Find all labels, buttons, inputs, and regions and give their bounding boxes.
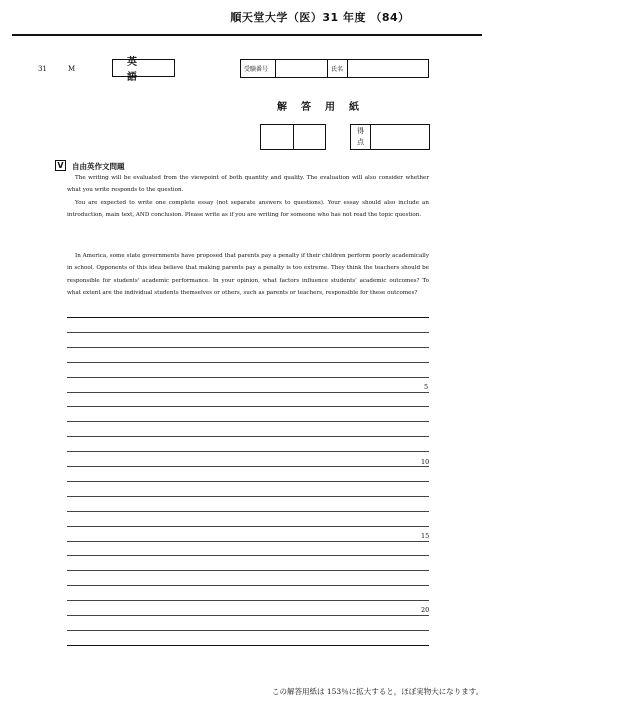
section-title: 自由英作文問題 [72,162,125,171]
answer-line[interactable] [67,585,429,586]
answer-line[interactable] [67,451,429,452]
mark-code-box[interactable] [260,124,326,150]
subject-box: 英語 [112,59,175,77]
examinee-info-box [240,59,429,78]
answer-line[interactable] [67,496,429,497]
examinee-number-label: 受験番号 [244,66,269,73]
answer-line[interactable] [67,347,429,348]
answer-line[interactable] [67,645,429,646]
answer-line[interactable] [67,615,429,616]
name-field[interactable] [347,60,430,77]
name-label: 氏名 [327,60,347,77]
section-mark: V [55,160,66,171]
score-label-top: 得 [357,127,364,135]
essay-prompt: In America, some state governments have proposed that parents pay a penalty if their children perform poorly academically in school. Opponents of this idea believe that making parents pay a penalty is too extreme. They think the teachers should be responsible for students' academic performance. In your opinion, what factors influence students' academic outcomes? To what extent are the individual students themselves or others, such as parents or teachers, responsible for these outcomes? [67,253,429,296]
line-number-5: 5 [424,383,429,391]
answer-line[interactable] [67,511,429,512]
answer-line[interactable] [67,421,429,422]
line-number-10: 10 [421,458,430,466]
line-number-15: 15 [421,532,430,540]
answer-line[interactable] [67,526,429,527]
answer-line[interactable] [67,436,429,437]
answer-line[interactable] [67,406,429,407]
exam-variant: M [68,65,76,73]
instruction-paragraph-2: You are expected to write one complete essay (not separate answers to questions). Your essay should also include an introduction, main text, AND conclusion. Please write as if you are writing for someone who has not read the topic question. [67,200,429,219]
answer-line[interactable] [67,541,429,542]
answer-line[interactable] [67,362,429,363]
answer-sheet-title: 解答用紙 [277,102,373,113]
answer-line[interactable] [67,466,429,467]
answer-line[interactable] [67,630,429,631]
exam-code: 31 [38,65,47,73]
score-label [351,125,371,149]
score-box [350,124,430,150]
header-rule [12,34,482,36]
answer-line[interactable] [67,332,429,333]
answer-line[interactable] [67,317,429,318]
footer-note: この解答用紙は 153％に拡大すると，ほぼ実物大になります。 [272,687,484,696]
mark-code-divider [293,125,294,149]
line-number-20: 20 [421,606,430,614]
answer-line[interactable] [67,570,429,571]
score-label-bottom: 点 [357,138,364,146]
answer-line[interactable] [67,600,429,601]
examinee-number-field[interactable] [275,60,327,77]
answer-line[interactable] [67,392,429,393]
answer-line[interactable] [67,555,429,556]
instruction-paragraph-1: The writing will be evaluated from the viewpoint of both quantity and quality. The evaluation will also consider whether what you write responds to the question. [67,175,429,194]
page-header-title: 順天堂大学（医）31 年度 （84） [230,11,410,24]
answer-line[interactable] [67,377,429,378]
answer-line[interactable] [67,481,429,482]
